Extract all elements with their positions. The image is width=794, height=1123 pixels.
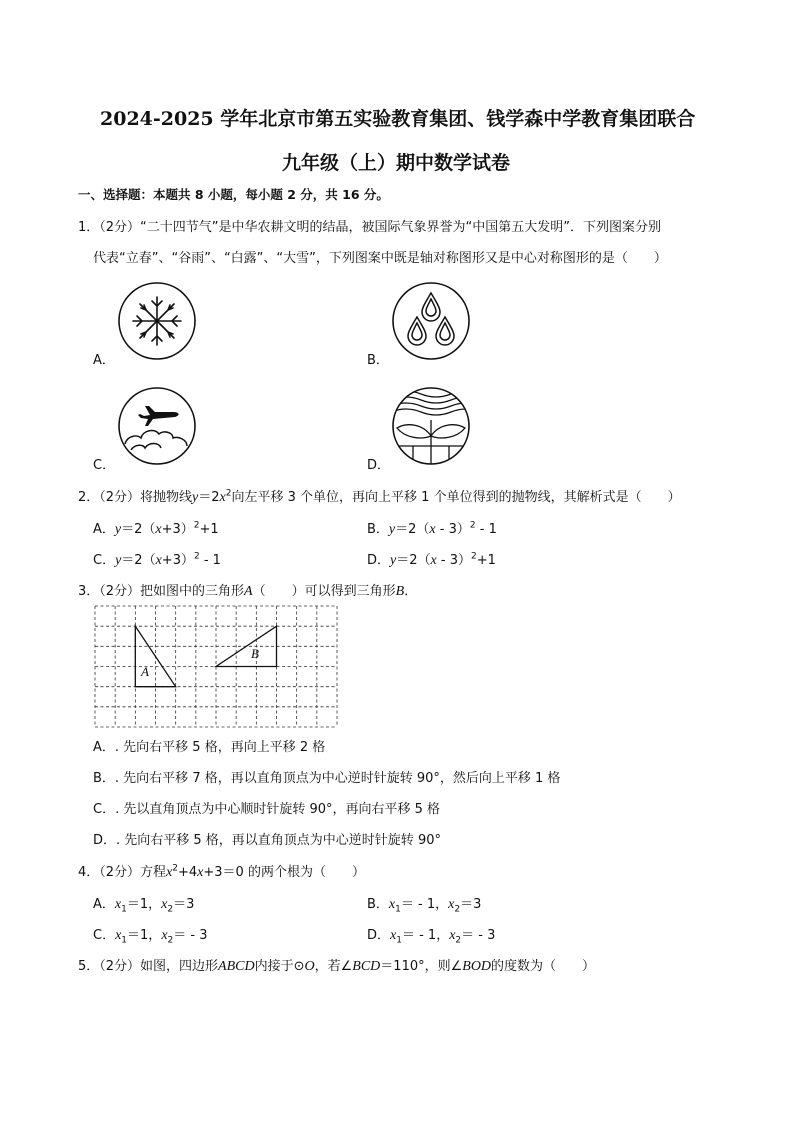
q4-option-d[interactable]: D．$x_1= - 1$，$x_2= - 3$ [367, 928, 496, 946]
q4-option-c[interactable]: C．$x_1=1$，$x_2= - 3$ [93, 928, 208, 946]
q1-line-2: 代表“立春”、“谷雨”、“白露”、“大雪”，下列图案中既是轴对称图形又是中心对称图形的是（ ） [93, 251, 667, 266]
q1-figure-d-waves-sprout [391, 386, 471, 466]
q2-option-b[interactable]: B．y＝2（x - 3）$^2$ - 1 [367, 520, 497, 537]
q1-figure-b-raindrops [391, 281, 471, 361]
q1-option-d-label[interactable]: D． [367, 458, 391, 473]
q3-option-c[interactable]: C．. 先以直角顶点为中心顺时针旋转 90°，再向右平移 5 格 [93, 802, 441, 817]
q1-line-1: 1．（2分）“二十四节气”是中华农耕文明的结晶，被国际气象界誉为“中国第五大发明”．下列图案分别 [78, 220, 661, 235]
q4-stem: 4．（2分）方程$x^2+4x+3=0$ 的两个根为（ ） [78, 863, 365, 880]
q3-label-a: A [141, 664, 149, 679]
q3-label-b: B [251, 646, 259, 661]
q4-option-b[interactable]: B．$x_1= - 1$，$x_2=3$ [367, 897, 482, 915]
q3-option-d[interactable]: D．. 先向右平移 5 格，再以直角顶点为中心逆时针旋转 90° [93, 833, 441, 848]
q3-stem: 3．（2分）把如图中的三角形A（ ）可以得到三角形B． [78, 584, 418, 599]
q3-option-a[interactable]: A．. 先向右平移 5 格，再向上平移 2 格 [93, 740, 326, 755]
section-heading: 一、选择题：本题共 8 小题，每小题 2 分，共 16 分。 [78, 187, 389, 202]
q2-option-c[interactable]: C．$y=2(x+3)^2 - 1$ [93, 551, 221, 568]
title-line-1: 2024-2025 学年北京市第五实验教育集团、钱学森中学教育集团联合 [100, 108, 696, 130]
q2-option-a[interactable]: A．$y=2(x+3)^2+1$ [93, 520, 219, 537]
q1-figure-c-plane-clouds [117, 386, 197, 466]
q1-option-b-label[interactable]: B． [367, 353, 389, 368]
title-line-2: 九年级（上）期中数学试卷 [282, 152, 511, 174]
q5-stem: 5．（2分）如图，四边形ABCD内接于⊙O，若∠BCD＝110°，则∠BOD的度数为（ ） [78, 959, 596, 974]
q2-option-d[interactable]: D．y＝2（x - 3）$^2$+1 [367, 551, 496, 568]
q1-option-c-label[interactable]: C． [93, 458, 116, 473]
q1-figure-a-snowflake [117, 281, 197, 361]
q4-option-a[interactable]: A．$x_1=1$，$x_2=3$ [93, 897, 195, 915]
q2-stem: 2．（2分）将抛物线$y=2x^2$向左平移 3 个单位，再向上平移 1 个单位得到的抛物线，其解析式是（ ） [78, 488, 681, 505]
q1-option-a-label[interactable]: A． [93, 353, 115, 368]
q3-grid-figure [95, 606, 337, 728]
q3-option-b[interactable]: B．. 先向右平移 7 格，再以直角顶点为中心逆时针旋转 90°，然后向上平移 1 格 [93, 771, 561, 786]
